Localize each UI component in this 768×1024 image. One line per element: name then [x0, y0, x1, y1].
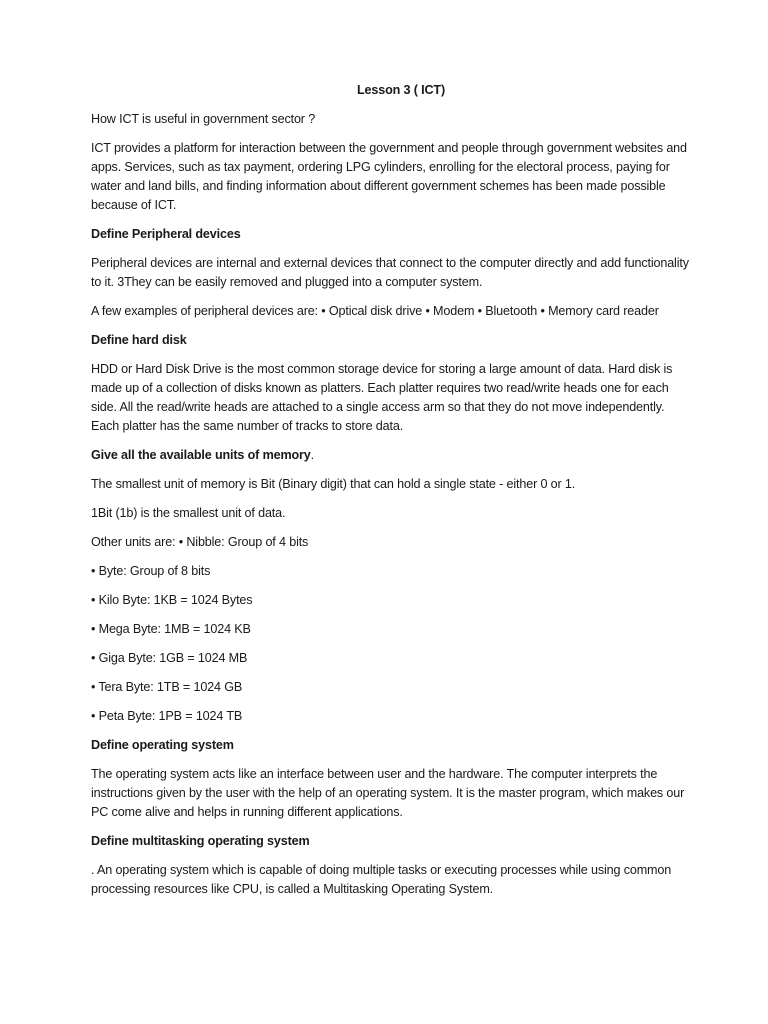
page-title: Lesson 3 ( ICT)	[356, 83, 445, 97]
paragraph-operating-system: The operating system acts like an interface between user and the hardware. The computer interprets the instructions given by the user with the help of an operating system. It is the master program, which makes our PC come alive and helps in running different applications.	[91, 767, 685, 819]
answer-ict-government: ICT provides a platform for interaction between the government and people through government websites and apps. Services, such as tax payment, ordering LPG cylinders, enrolling for the electoral process, paying for water and land bills, and finding information about different government schemes has been made possible because of ICT.	[91, 141, 687, 212]
paragraph-peripheral-definition: Peripheral devices are internal and external devices that connect to the computer directly and add functionality to it. 3They can be easily removed and plugged into a computer system.	[91, 256, 689, 289]
heading-operating-system: Define operating system	[91, 738, 234, 752]
heading-memory-units: Give all the available units of memory	[91, 448, 311, 462]
list-item-kilobyte: • Kilo Byte: 1KB = 1024 Bytes	[91, 593, 253, 607]
heading-memory-units-line	[91, 446, 691, 465]
heading-multitasking-os: Define multitasking operating system	[91, 834, 310, 848]
list-item-gigabyte: • Giga Byte: 1GB = 1024 MB	[91, 651, 248, 665]
heading-peripheral-devices: Define Peripheral devices	[91, 227, 241, 241]
list-item-megabyte: • Mega Byte: 1MB = 1024 KB	[91, 622, 251, 636]
paragraph-multitasking-os: . An operating system which is capable of doing multiple tasks or executing processes while using common processing resources like CPU, is called a Multitasking Operating System.	[91, 863, 672, 896]
list-item-byte: • Byte: Group of 8 bits	[91, 564, 211, 578]
paragraph-other-units: Other units are: • Nibble: Group of 4 bits	[91, 535, 309, 549]
heading-memory-units-period: .	[310, 448, 315, 462]
list-item-terabyte: • Tera Byte: 1TB = 1024 GB	[91, 680, 243, 694]
heading-hard-disk: Define hard disk	[91, 333, 187, 347]
document-page	[91, 81, 691, 909]
paragraph-bit-definition: 1Bit (1b) is the smallest unit of data.	[91, 506, 286, 520]
list-item-petabyte: • Peta Byte: 1PB = 1024 TB	[91, 709, 243, 723]
paragraph-hard-disk: HDD or Hard Disk Drive is the most common storage device for storing a large amount of data. Hard disk is made up of a collection of disks known as platters. Each platter requires two read/write heads one for each side. All the read/write heads are attached to a single access arm so that they do not move independently. Each platter has the same number of tracks to store data.	[91, 362, 673, 433]
question-ict-government: How ICT is useful in government sector ?	[91, 112, 316, 126]
paragraph-smallest-unit: The smallest unit of memory is Bit (Binary digit) that can hold a single state - either 0 or 1.	[91, 477, 576, 491]
paragraph-peripheral-examples: A few examples of peripheral devices are: • Optical disk drive • Modem • Bluetooth • Memory card reader	[91, 304, 659, 318]
